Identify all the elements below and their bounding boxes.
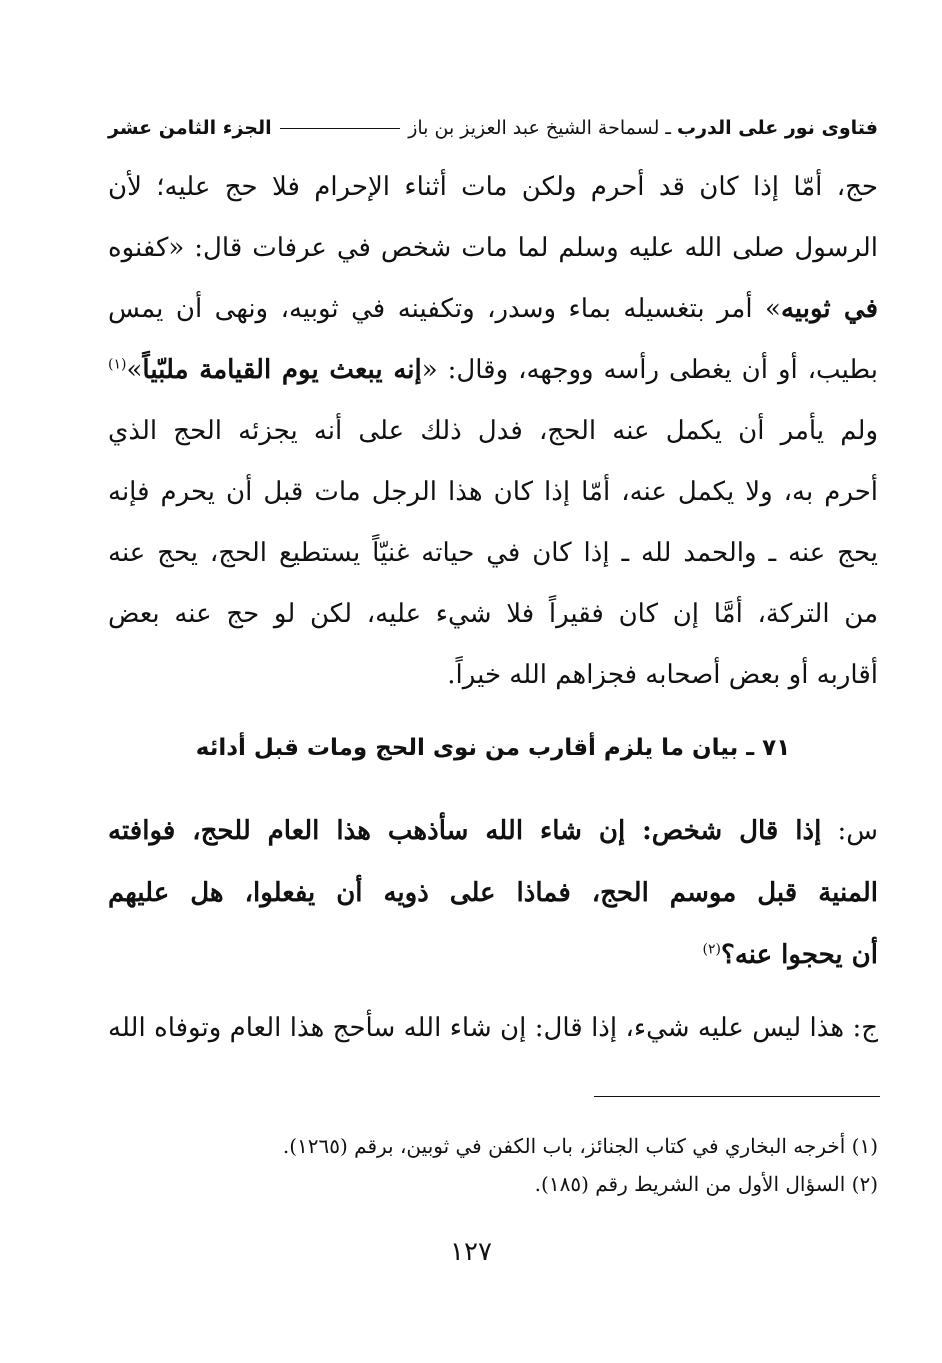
author-line: ـ لسماحة الشيخ عبد العزيز بن باز — [408, 117, 671, 139]
header-rule — [280, 128, 401, 129]
question-line: المنية قبل موسم الحج، فماذا على ذويه أن يفعلوا، هل عليهم — [108, 878, 878, 908]
book-title: فتاوى نور على الدرب — [677, 117, 878, 139]
body-line: في ثوبيه» أمر بتغسيله بماء وسدر، وتكفينه في ثوبيه، ونهى أن يمس — [108, 294, 878, 324]
footnote-ref[interactable]: (١) — [108, 356, 127, 373]
body-line: أحرم به، ولا يكمل عنه، أمّا إذا كان هذا الرجل مات قبل أن يحرم فإنه — [108, 477, 878, 507]
hadith-quote: إنه يبعث يوم القيامة ملبّياً — [142, 355, 422, 385]
body-line: يحج عنه ـ والحمد لله ـ إذا كان في حياته غنيّاً يستطيع الحج، يحج عنه — [108, 538, 878, 568]
question-block — [108, 800, 878, 986]
answer-text: ج: هذا ليس عليه شيء، إذا قال: إن شاء الله سأحج هذا العام وتوفاه الله — [108, 1013, 878, 1043]
page-number: ١٢٧ — [450, 1237, 492, 1267]
footnotes — [108, 1127, 878, 1203]
question-line: أن يحجوا عنه؟$^{(٢)}$ — [702, 940, 878, 970]
body-line: الرسول صلى الله عليه وسلم لما مات شخص في عرفات قال: «كفنوه — [108, 233, 878, 263]
question-line: س: إذا قال شخص: إن شاء الله سأذهب هذا العام للحج، فوافته — [108, 816, 878, 846]
body-paragraph — [108, 157, 878, 706]
section-heading: ٧١ ـ بيان ما يلزم أقارب من نوى الحج ومات قبل أدائه — [195, 735, 791, 761]
body-line: أقاربه أو بعض أصحابه فجزاهم الله خيراً. — [447, 660, 878, 690]
body-line: من التركة، أمَّا إن كان فقيراً فلا شيء عليه، لكن لو حج عنه بعض — [108, 599, 878, 629]
footnote-item: (١) أخرجه البخاري في كتاب الجنائز، باب الكفن في ثوبين، برقم (١٢٦٥). — [282, 1134, 878, 1158]
body-line: ولم يأمر أن يكمل عنه الحج، فدل ذلك على أنه يجزئه الحج الذي — [108, 416, 878, 446]
footnote-divider — [594, 1096, 880, 1097]
footnote-ref[interactable]: (٢) — [702, 941, 722, 958]
volume-label: الجزء الثامن عشر — [108, 117, 272, 139]
hadith-quote: في ثوبيه — [780, 294, 878, 324]
body-line: حج، أمّا إذا كان قد أحرم ولكن مات أثناء الإحرام فلا حج عليه؛ لأن — [108, 172, 878, 202]
question-prefix: س: — [821, 816, 878, 846]
body-line: بطيب، أو أن يغطى رأسه ووجهه، وقال: «إنه يبعث يوم القيامة ملبّياً»$^{(١)}$ — [108, 355, 878, 385]
footnote-item: (٢) السؤال الأول من الشريط رقم (١٨٥). — [534, 1172, 878, 1196]
running-header — [108, 112, 878, 144]
